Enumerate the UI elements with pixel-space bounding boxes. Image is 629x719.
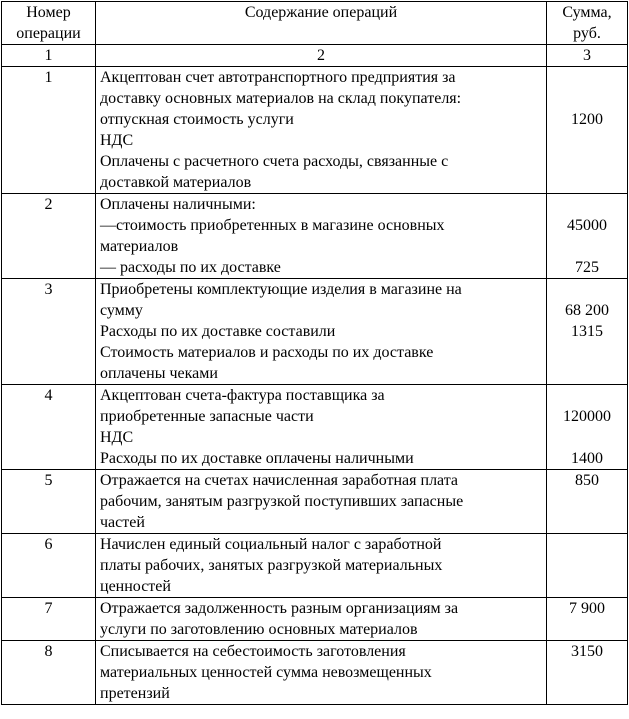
operation-amount-line	[551, 491, 623, 512]
operation-amount	[547, 385, 628, 470]
operation-amount-line	[551, 534, 623, 555]
operation-content-line: материальных ценностей сумма невозмещенных	[100, 664, 432, 681]
operation-content-line: рабочим, занятым разгрузкой поступивших запасные	[100, 493, 464, 510]
operation-amount-line	[551, 576, 623, 597]
operation-amount-line: 725	[575, 259, 599, 276]
operation-content-line: доставку основных материалов на склад покупателя:	[100, 90, 462, 107]
operation-amount-line	[551, 619, 623, 640]
operation-amount-line	[551, 279, 623, 300]
operation-amount	[547, 470, 628, 534]
operation-content	[96, 194, 547, 279]
operation-amount-line: 1200	[571, 111, 603, 128]
operation-amount-line: 3150	[571, 643, 603, 660]
table-row	[2, 534, 628, 598]
operation-amount-line: 68 200	[565, 302, 609, 319]
operation-number: 7	[2, 598, 96, 641]
column-number-1: 1	[2, 45, 96, 67]
operation-content-line: Начислен единый социальный налог с заработной	[100, 536, 442, 553]
operation-number: 6	[2, 534, 96, 598]
operation-amount-line	[551, 363, 623, 384]
table-row	[2, 470, 628, 534]
operation-amount-line: 7 900	[569, 600, 605, 617]
header-operation-number-line1: Номер	[26, 4, 71, 21]
operation-content-line: Списывается на себестоимость заготовления	[100, 643, 406, 660]
operation-content-line: Акцептован счета-фактура поставщика за	[100, 387, 385, 404]
operation-content-line: Акцептован счет автотранспортного предприятия за	[100, 69, 456, 86]
operation-content-line: Расходы по их доставке составили	[100, 323, 336, 340]
operation-amount	[547, 279, 628, 385]
table-row	[2, 194, 628, 279]
operation-content-line: Оплачены с расчетного счета расходы, связанные с	[100, 153, 449, 170]
operation-content-line: Оплачены наличными:	[100, 196, 256, 213]
operation-amount-line	[551, 151, 623, 172]
operation-content-line: материалов	[100, 238, 179, 255]
operation-content-line: сумму	[100, 302, 143, 319]
operation-amount-line: 45000	[567, 217, 607, 234]
operation-content-line: —стоимость приобретенных в магазине основных	[100, 217, 445, 234]
header-row	[2, 2, 628, 45]
operation-content-line: ценностей	[100, 578, 171, 595]
header-amount	[547, 2, 628, 45]
column-number-2: 2	[96, 45, 547, 67]
table-row	[2, 598, 628, 641]
operation-number: 5	[2, 470, 96, 534]
operation-amount	[547, 641, 628, 705]
operation-number: 3	[2, 279, 96, 385]
operation-amount-line	[551, 88, 623, 109]
operation-number: 1	[2, 67, 96, 194]
operation-content	[96, 67, 547, 194]
operation-amount	[547, 598, 628, 641]
operation-amount-line	[551, 130, 623, 151]
column-number-row	[2, 45, 628, 67]
operation-content-line: услуги по заготовлению основных материалов	[100, 621, 418, 638]
operation-amount-line: 850	[575, 472, 599, 489]
operation-content-line: платы рабочих, занятых разгрузкой материальных	[100, 557, 443, 574]
operation-amount	[547, 534, 628, 598]
operations-table-body	[2, 2, 628, 705]
operation-amount-line	[551, 342, 623, 363]
operation-amount-line: 1315	[571, 323, 603, 340]
operation-content-line: Расходы по их доставке оплачены наличными	[100, 450, 414, 467]
operation-content-line: частей	[100, 514, 145, 531]
operation-content	[96, 385, 547, 470]
operation-content-line: приобретенные запасные части	[100, 408, 314, 425]
header-amount-line1: Сумма,	[562, 4, 612, 21]
operation-content-line: НДС	[100, 132, 134, 149]
operation-amount	[547, 194, 628, 279]
operation-amount-line	[551, 512, 623, 533]
header-operation-content	[96, 2, 547, 45]
operation-content-line: Стоимость материалов и расходы по их доставке	[100, 344, 434, 361]
operation-content-line: отпускная стоимость услуги	[100, 111, 294, 128]
operation-amount-line	[551, 555, 623, 576]
operation-amount-line	[551, 683, 623, 704]
operation-amount-line	[551, 172, 623, 193]
operation-amount	[547, 67, 628, 194]
operations-table	[1, 1, 628, 705]
table-row	[2, 67, 628, 194]
operation-number: 8	[2, 641, 96, 705]
operation-content-line: оплачены чеками	[100, 365, 218, 382]
operation-amount-line	[551, 385, 623, 406]
table-row	[2, 385, 628, 470]
operation-number: 2	[2, 194, 96, 279]
operation-content-line: Приобретены комплектующие изделия в магазине на	[100, 281, 462, 298]
operation-number: 4	[2, 385, 96, 470]
operation-amount-line: 120000	[563, 408, 611, 425]
header-amount-line2: руб.	[573, 25, 601, 42]
operation-amount-line: 1400	[571, 450, 603, 467]
operation-content	[96, 598, 547, 641]
header-operation-number	[2, 2, 96, 45]
operation-content-line: доставкой материалов	[100, 174, 252, 191]
operation-content-line: Отражается задолженность разным организациям за	[100, 600, 459, 617]
column-number-3: 3	[547, 45, 628, 67]
operation-content-line: — расходы по их доставке	[100, 259, 281, 276]
operation-content	[96, 534, 547, 598]
operation-amount-line	[551, 236, 623, 257]
operation-content-line: НДС	[100, 429, 134, 446]
operation-content-line: претензий	[100, 685, 170, 702]
operation-amount-line	[551, 427, 623, 448]
table-row	[2, 641, 628, 705]
operation-amount-line	[551, 662, 623, 683]
table-row	[2, 279, 628, 385]
operation-amount-line	[551, 194, 623, 215]
operation-amount-line	[551, 67, 623, 88]
operation-content	[96, 279, 547, 385]
header-operation-content-text: Содержание операций	[244, 4, 398, 21]
operation-content	[96, 470, 547, 534]
operation-content-line: Отражается на счетах начисленная заработная плата	[100, 472, 459, 489]
operation-content	[96, 641, 547, 705]
header-operation-number-line2: операции	[16, 25, 81, 42]
